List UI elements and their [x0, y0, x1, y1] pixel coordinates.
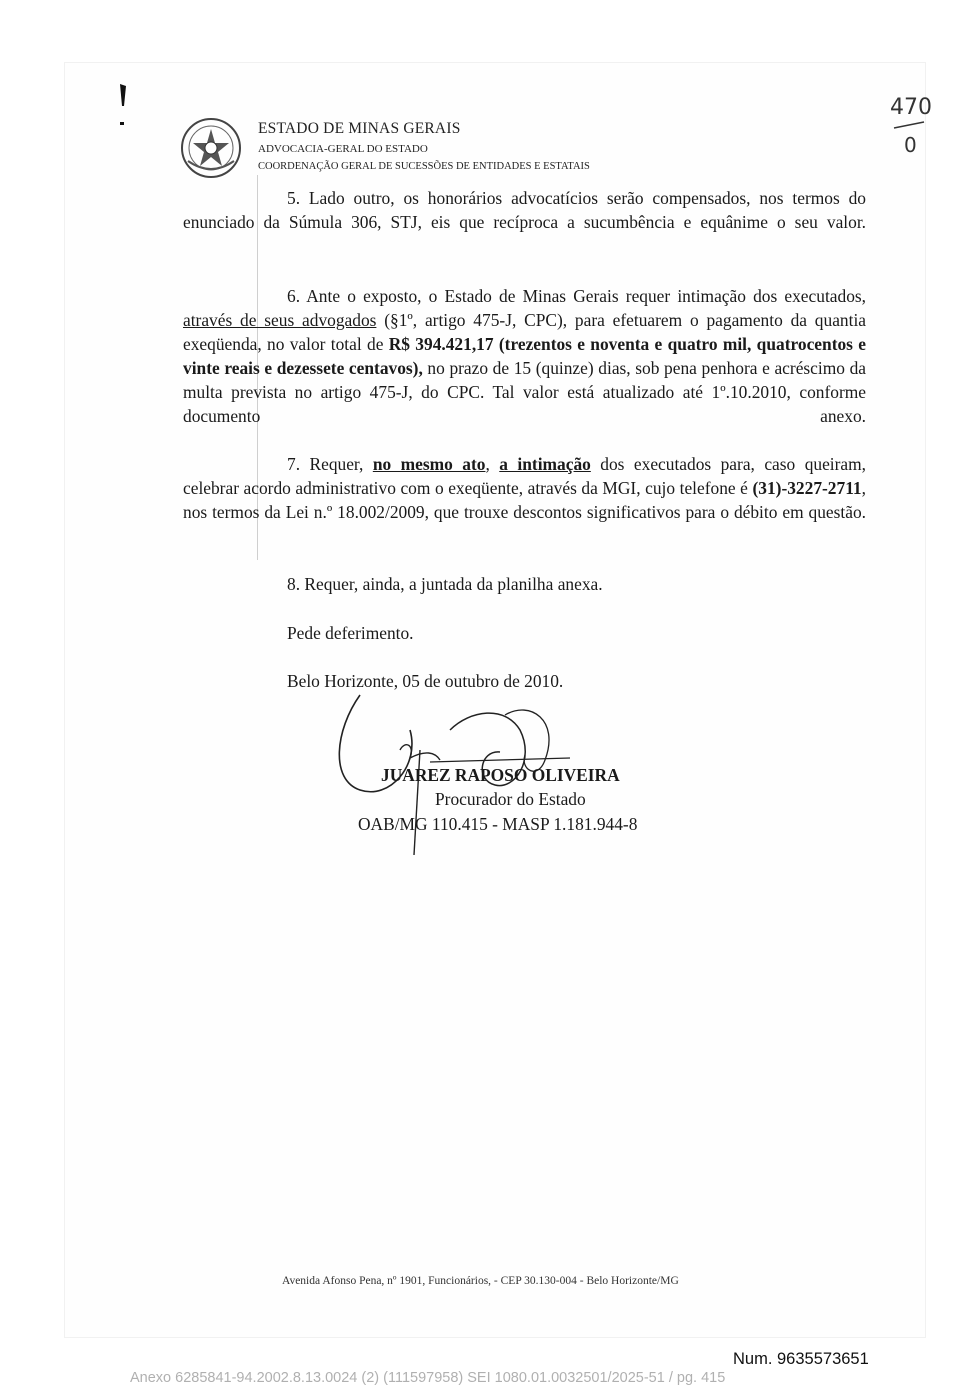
ink-mark-icon: [116, 82, 130, 132]
folio-stamp: [888, 92, 948, 156]
folio-number: 470: [890, 95, 932, 120]
total-amount: R$ 394.421,17 (trezentos e noventa e quatro mil, quatrocentos e vinte reais e dezessete centavos),: [183, 334, 866, 378]
place-date: Belo Horizonte, 05 de outubro de 2010.: [287, 671, 564, 691]
closing-request: Pede deferimento.: [287, 623, 414, 643]
paragraph-5: 5. Lado outro, os honorários advocatícios serão compensados, nos termos do enunciado da Súmula 306, STJ, eis que recíproca a sucumbência e equânime o seu valor.: [183, 188, 866, 232]
coat-of-arms-seal-icon: [180, 117, 242, 179]
document-number: Num. 9635573651: [733, 1350, 869, 1368]
letterhead-department: COORDENAÇÃO GERAL DE SUCESSÕES DE ENTIDADES E ESTATAIS: [258, 161, 590, 172]
underlined-lawyers: através de seus advogados: [183, 310, 377, 330]
summons-emphasis: a intimação: [499, 454, 591, 474]
letterhead-state: ESTADO DE MINAS GERAIS: [258, 120, 461, 137]
annex-reference: Anexo 6285841-94.2002.8.13.0024 (2) (111597958) SEI 1080.01.0032501/2025-51 / pg. 415: [130, 1370, 726, 1386]
same-act-emphasis: no mesmo ato: [372, 454, 486, 474]
paragraph-8: 8. Requer, ainda, a juntada da planilha anexa.: [287, 574, 603, 594]
signer-name: JUAREZ RAPOSO OLIVEIRA: [381, 765, 620, 785]
paragraph-7: 7. Requer, no mesmo ato, a intimação dos executados para, caso queiram, celebrar acordo administrativo com o exeqüente, através da MGI, cujo telefone é (31)-3227-2711, nos termos da Lei n.º 18.002/2009, que trouxe descontos significativos para o débito em questão.: [183, 454, 867, 522]
signer-role: Procurador do Estado: [435, 789, 586, 809]
phone-number: (31)-3227-2711: [752, 478, 862, 498]
paragraph-6: 6. Ante o exposto, o Estado de Minas Gerais requer intimação dos executados, através de seus advogados (§1º, artigo 475-J, CPC), para efetuarem o pagamento da quantia exeqüenda, no valor total de R$ 394.421,17 (trezentos e noventa e quatro mil, quatrocentos e vinte reais e dezessete centavos), no prazo de 15 (quinze) dias, sob pena penhora e acréscimo da multa prevista no artigo 475-J, do CPC. Tal valor está atualizado até 1º.10.2010, conforme documento anexo.: [183, 286, 866, 426]
footer-address: Avenida Afonso Pena, nº 1901, Funcionários, - CEP 30.130-004 - Belo Horizonte/MG: [282, 1275, 679, 1287]
folio-mark: 0: [904, 133, 917, 156]
letterhead-agency: ADVOCACIA-GERAL DO ESTADO: [258, 143, 428, 155]
signer-registration: OAB/MG 110.415 - MASP 1.181.944-8: [358, 814, 638, 834]
